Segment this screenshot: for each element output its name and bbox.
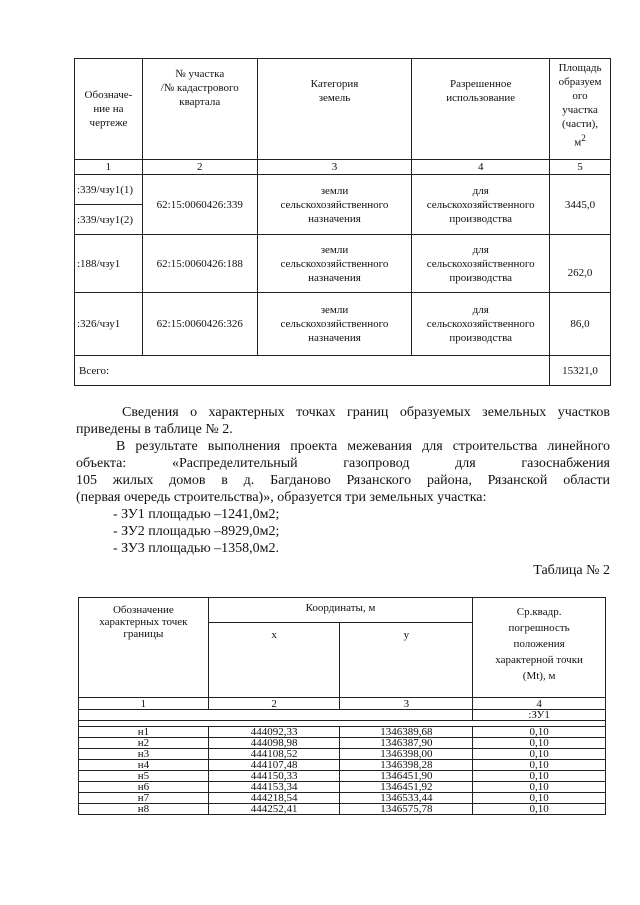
col-number: 4 — [412, 160, 550, 175]
land-category-cell: земли сельскохозяйственного назначения — [257, 293, 412, 356]
point-y: 1346533,44 — [340, 793, 473, 804]
point-name: н4 — [79, 760, 209, 771]
point-name: н1 — [79, 727, 209, 738]
area-cell: 3445,0 — [550, 175, 611, 235]
paragraph-1-line-2: приведены в таблице № 2. — [76, 422, 233, 437]
permitted-use-cell: для сельскохозяйственного производства — [412, 175, 550, 235]
table1-row-339 — [75, 175, 611, 205]
table1-col-numbers-row — [75, 160, 611, 175]
permitted-use-cell: для сельскохозяйственного производства — [412, 293, 550, 356]
point-mt: 0,10 — [473, 793, 606, 804]
point-mt: 0,10 — [473, 771, 606, 782]
header-point-designation: Обозначение характерных точек границы — [79, 598, 209, 698]
point-mt: 0,10 — [473, 760, 606, 771]
plot-number-cell: 62:15:0060426:326 — [142, 293, 257, 356]
table2-section-row — [79, 710, 606, 721]
header-position-error: Ср.квадр. погрешность положения характерной точки (Mt), м — [473, 598, 606, 698]
permitted-use-cell: для сельскохозяйственного производства — [412, 235, 550, 293]
plot-item-3: - ЗУ3 площадью –1358,0м2. — [113, 541, 280, 556]
table1-row-188 — [75, 235, 611, 293]
point-name: н5 — [79, 771, 209, 782]
table-row — [79, 771, 606, 782]
designation-cell: :339/чзу1(2) — [75, 205, 143, 235]
table1-row-326 — [75, 293, 611, 356]
table-row — [79, 793, 606, 804]
paragraph-2-line-2: объекта: «Распределительный газопровод для газоснабжения — [76, 456, 610, 471]
land-category-cell: земли сельскохозяйственного назначения — [257, 235, 412, 293]
point-y: 1346451,92 — [340, 782, 473, 793]
point-mt: 0,10 — [473, 804, 606, 815]
table2-header-row-1 — [79, 598, 606, 623]
point-x: 444107,48 — [208, 760, 340, 771]
table-row — [79, 727, 606, 738]
designation-cell: :339/чзу1(1) — [75, 175, 143, 205]
plot-number-cell: 62:15:0060426:188 — [142, 235, 257, 293]
section-spacer — [79, 710, 473, 721]
paragraph-2-line-1: В результате выполнения проекта межевания для строительства линейного — [116, 439, 610, 454]
paragraph-2-line-4: (первая очередь строительства)», образуется три земельных участка: — [76, 490, 487, 505]
paragraph-1-line-1: Сведения о характерных точках границ образуемых земельных участков — [122, 405, 610, 420]
col-number: 1 — [75, 160, 143, 175]
point-name: н3 — [79, 749, 209, 760]
point-x: 444108,52 — [208, 749, 340, 760]
col-number: 1 — [79, 698, 209, 710]
point-y: 1346398,00 — [340, 749, 473, 760]
table2-caption: Таблица № 2 — [533, 563, 610, 578]
point-mt: 0,10 — [473, 738, 606, 749]
header-area: Площадь образуем ого участка (части), $м^2$ — [550, 59, 611, 160]
point-x: 444092,33 — [208, 727, 340, 738]
point-name: н8 — [79, 804, 209, 815]
designation-cell: :188/чзу1 — [75, 235, 143, 293]
land-category-cell: земли сельскохозяйственного назначения — [257, 175, 412, 235]
point-y: 1346575,78 — [340, 804, 473, 815]
point-mt: 0,10 — [473, 782, 606, 793]
col-number: 3 — [340, 698, 473, 710]
plot-number-cell: 62:15:0060426:339 — [142, 175, 257, 235]
point-mt: 0,10 — [473, 749, 606, 760]
point-name: н6 — [79, 782, 209, 793]
header-coordinates: Координаты, м — [208, 598, 472, 623]
paragraph-2-line-3: 105 жилых домов в д. Багданово Рязанского района, Рязанской области — [76, 473, 610, 488]
point-y: 1346451,90 — [340, 771, 473, 782]
table-row — [79, 804, 606, 815]
point-name: н2 — [79, 738, 209, 749]
point-x: 444252,41 — [208, 804, 340, 815]
header-x: x — [208, 623, 340, 698]
plot-item-1: - ЗУ1 площадью –1241,0м2; — [113, 507, 280, 522]
table-row — [79, 782, 606, 793]
col-number: 2 — [142, 160, 257, 175]
col-number: 3 — [257, 160, 412, 175]
section-label: :ЗУ1 — [473, 710, 606, 721]
header-plot-number: № участка /№ кадастрового квартала — [142, 59, 257, 160]
area-cell: 86,0 — [550, 293, 611, 356]
total-value: 15321,0 — [550, 356, 611, 386]
plot-item-2: - ЗУ2 площадью –8929,0м2; — [113, 524, 280, 539]
point-y: 1346387,90 — [340, 738, 473, 749]
point-x: 444153,34 — [208, 782, 340, 793]
table2-col-numbers-row — [79, 698, 606, 710]
col-number: 4 — [473, 698, 606, 710]
point-y: 1346398,28 — [340, 760, 473, 771]
boundary-points-table — [78, 597, 606, 815]
point-name: н7 — [79, 793, 209, 804]
header-designation: Обозначе- ние на чертеже — [75, 59, 143, 160]
area-unit-superscript: 2 — [581, 133, 586, 143]
designation-cell: :326/чзу1 — [75, 293, 143, 356]
header-y: y — [340, 623, 473, 698]
point-mt: 0,10 — [473, 727, 606, 738]
header-permitted-use: Разрешенное использование — [412, 59, 550, 160]
point-x: 444150,33 — [208, 771, 340, 782]
table-row — [79, 738, 606, 749]
point-x: 444098,98 — [208, 738, 340, 749]
table-row — [79, 760, 606, 771]
table1-total-row — [75, 356, 611, 386]
total-label: Всего: — [75, 356, 550, 386]
header-land-category: Категория земель — [257, 59, 412, 160]
col-number: 5 — [550, 160, 611, 175]
point-x: 444218,54 — [208, 793, 340, 804]
table-row — [79, 749, 606, 760]
land-plots-table — [74, 58, 611, 386]
point-y: 1346389,68 — [340, 727, 473, 738]
table1-header-row — [75, 59, 611, 160]
area-cell: 262,0 — [550, 235, 611, 293]
col-number: 2 — [208, 698, 340, 710]
